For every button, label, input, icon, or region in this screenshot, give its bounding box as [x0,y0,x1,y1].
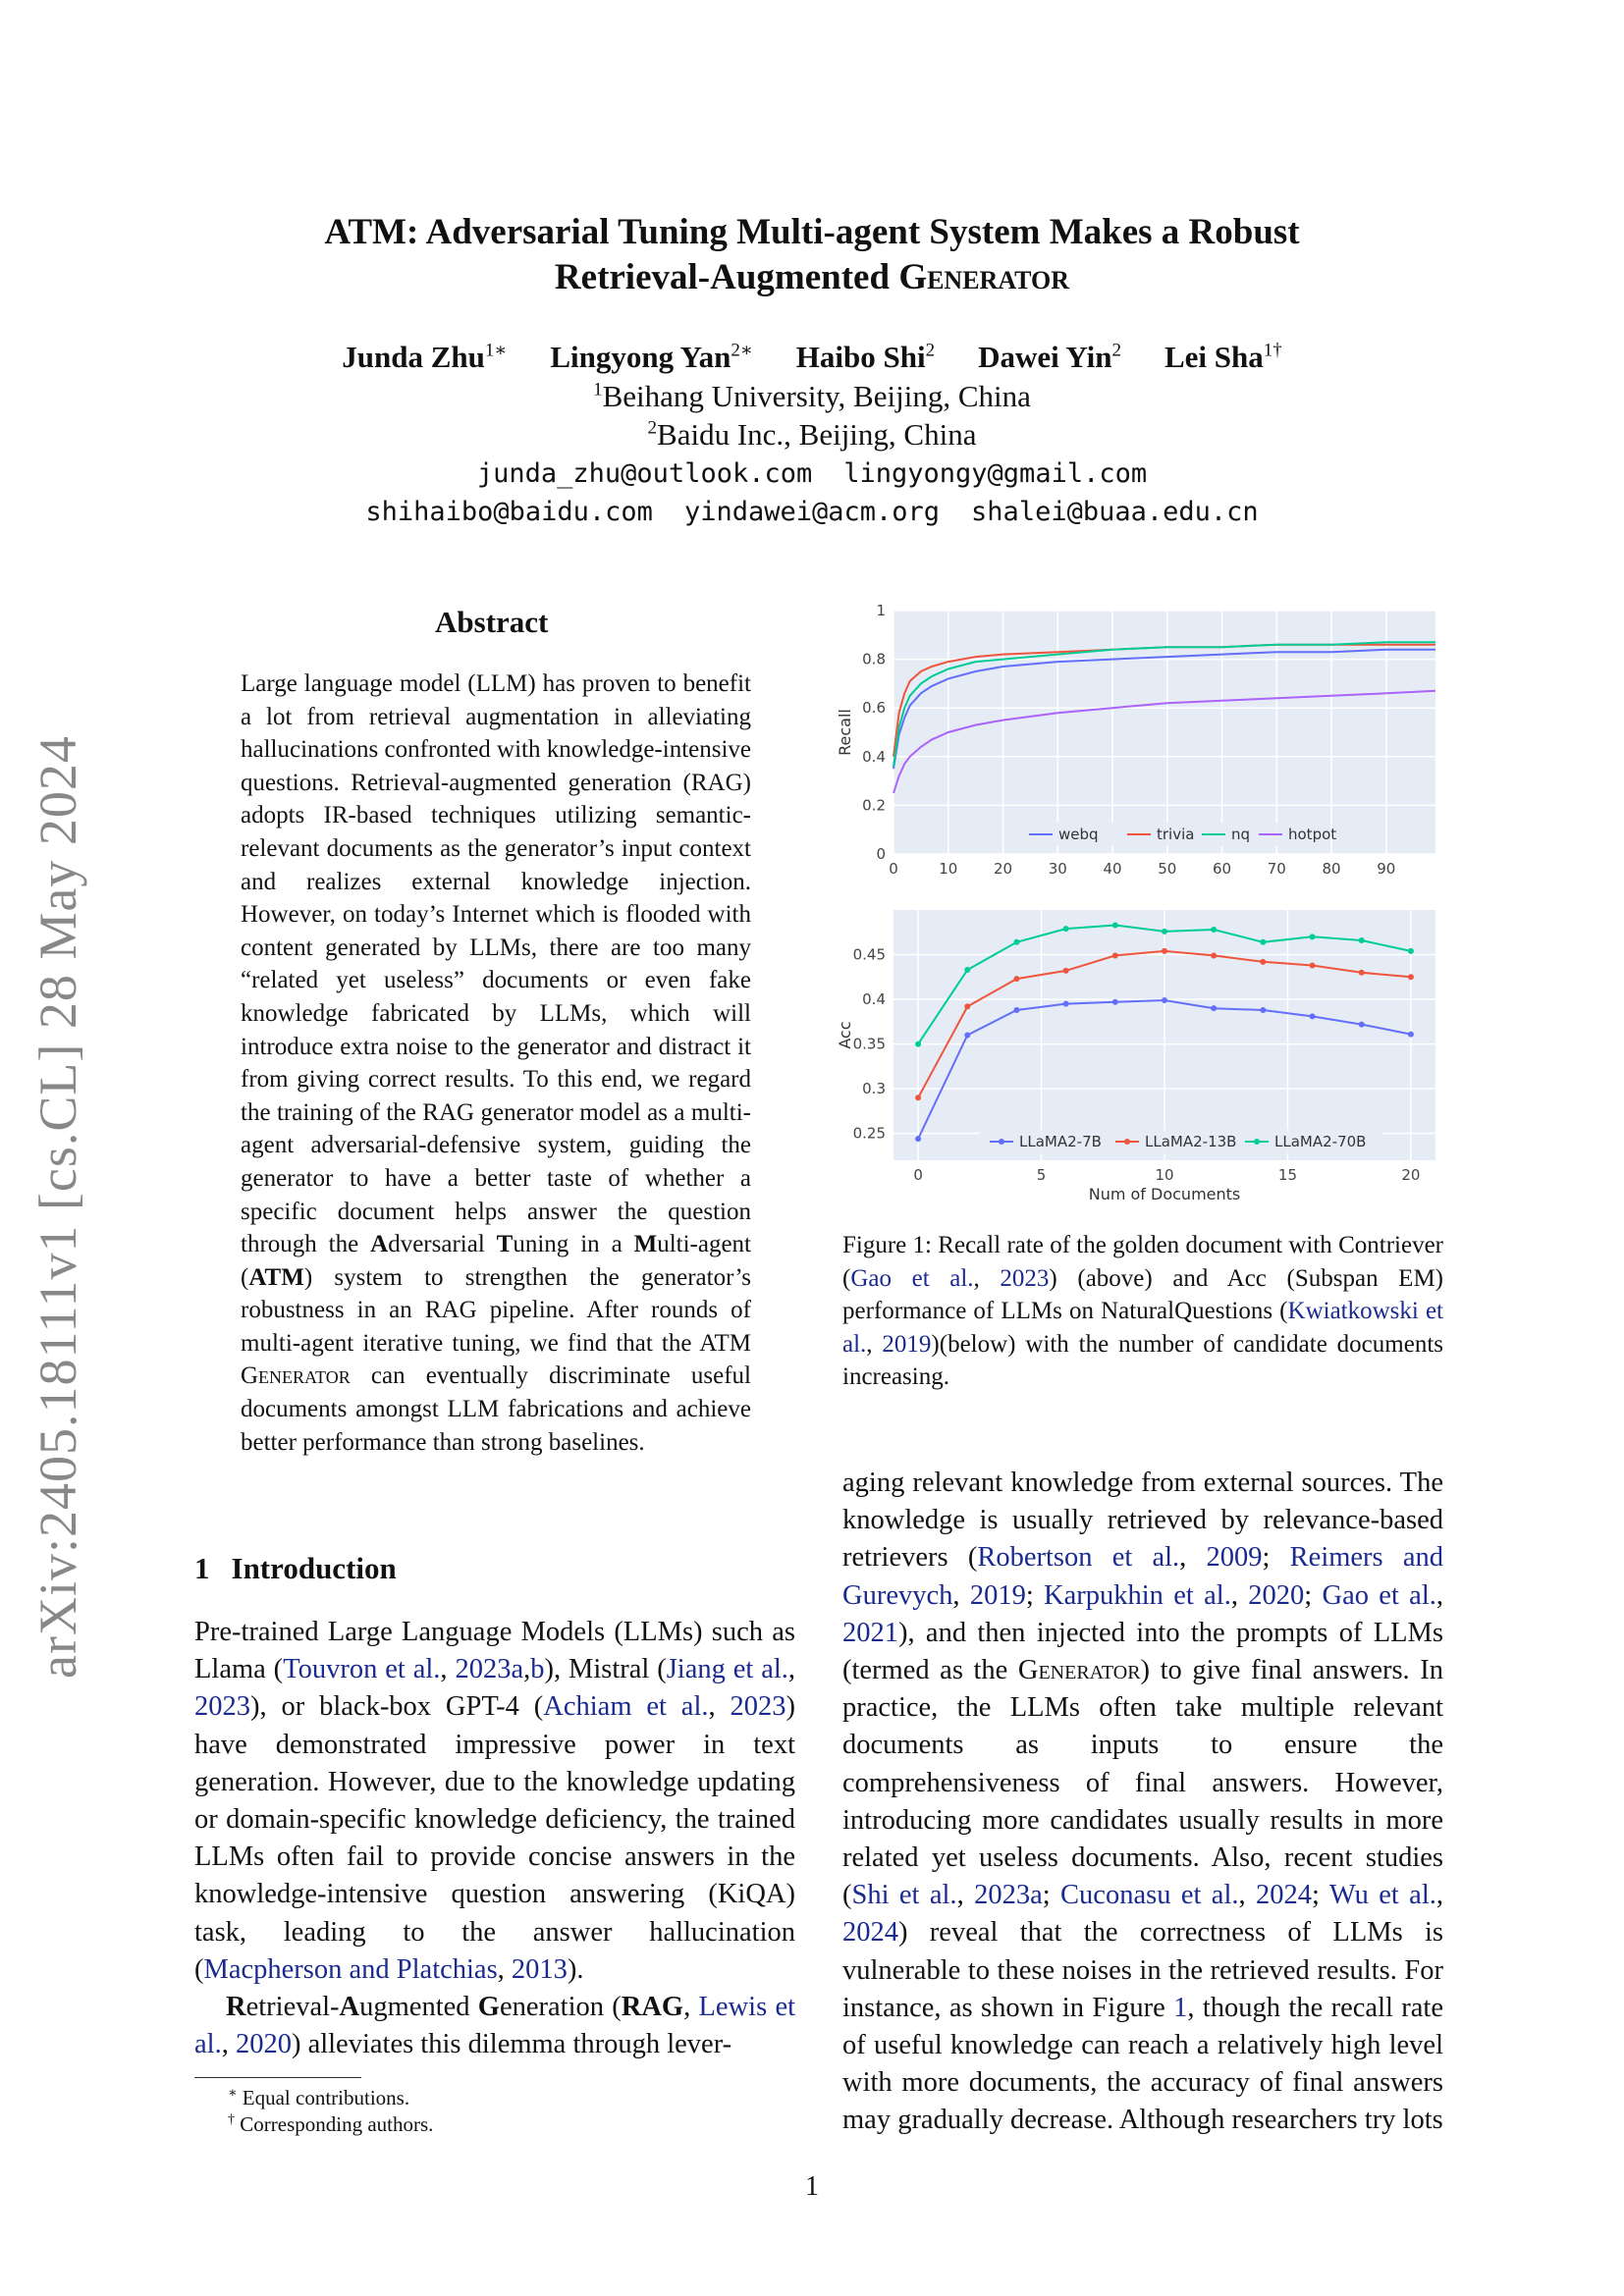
data-point-LLaMA2-13B [1260,959,1266,965]
body-text: , [952,1579,970,1611]
x-tick-label: 5 [1036,1166,1047,1184]
data-point-LLaMA2-7B [1260,1007,1266,1013]
x-tick-label: 0 [913,1166,923,1184]
title-line-2 [0,255,1624,300]
data-point-LLaMA2-13B [1162,948,1167,954]
footnote-text: Corresponding authors. [235,2112,434,2136]
data-point-LLaMA2-70B [915,1041,921,1047]
x-tick-label: 20 [993,860,1013,878]
figure-caption [842,1229,1443,1394]
y-tick-label: 0.6 [862,699,886,718]
recall-chart [833,597,1451,891]
citation-link[interactable]: Robertson et al. [977,1542,1180,1574]
data-point-LLaMA2-70B [1013,939,1019,945]
citation-link[interactable]: Jiang et al. [666,1654,788,1685]
body-text: , [1435,1579,1443,1611]
right-column-body [842,1465,1443,2140]
legend-marker-LLaMA2-7B [999,1139,1004,1145]
page-number: 1 [805,2171,819,2202]
data-point-LLaMA2-7B [1162,997,1167,1003]
x-tick-label: 80 [1322,860,1341,878]
x-tick-label: 10 [1155,1166,1174,1184]
body-text: ; [1312,1880,1329,1911]
data-point-LLaMA2-13B [1211,952,1217,958]
footnote-text: Equal contributions. [237,2086,410,2109]
data-point-LLaMA2-70B [1359,937,1365,943]
citation-link[interactable]: Touvron et al. [283,1654,441,1685]
citation-link[interactable]: 2021 [842,1617,898,1648]
body-text: eneration ( [499,1992,622,2023]
citation-link[interactable]: Kwiatkowski et al. [842,1298,1443,1358]
citation-link[interactable]: 2023 [1000,1264,1050,1292]
author-name [1164,340,1282,374]
body-text: , [1230,1579,1249,1611]
citation-link[interactable]: 2020 [235,2029,292,2060]
citation-link[interactable]: 2019 [882,1330,932,1358]
author-name-text: Haibo Shi [795,340,926,375]
body-text: , [866,1330,883,1358]
citation-link[interactable]: Gao et al. [1322,1579,1436,1611]
author-name-text: Junda Zhu [342,340,485,375]
arxiv-watermark: arXiv:2405.18111v1 [cs.CL] 28 May 2024 [28,735,87,1679]
x-tick-label: 0 [889,860,898,878]
body-text: , [1238,1880,1257,1911]
body-text: , [497,1953,512,1985]
data-point-LLaMA2-70B [1408,948,1414,954]
email-link[interactable]: lingyongy@gmail.com [843,458,1148,489]
author-name [978,340,1121,374]
x-tick-label: 60 [1212,860,1232,878]
y-axis-label: Recall [836,709,854,756]
abstract-text: Large language model (LLM) has proven to benefit a lot from retrieval augmentation in alleviating hallucinations confronted with knowledge-intensive questions. Retrieval-augmented generation (RAG) adopts IR-based techniques utilizing semantic-relevant documents as the generator’s input context and realizes external knowledge injection. However, on today’s Internet which is flooded with content generated by LLMs, there are too many “related yet useless” documents or even fake knowledge fabricated by LLMs, which will introduce extra noise to the generator and distract it from giving correct results. To this end, we regard the training of the RAG generator model as a multi-agent adversarial-defensive system, guiding the generator to have a better taste of whether a specific document helps answer the question through the [241,670,752,1258]
author-affiliation-mark: 2∗ [731,341,753,361]
y-tick-label: 0.3 [862,1080,886,1098]
email-link[interactable]: shalei@buaa.edu.cn [971,497,1259,527]
email-link[interactable]: yindawei@acm.org [683,497,941,527]
data-point-LLaMA2-13B [964,1003,970,1009]
paper-title [0,210,1624,300]
citation-link[interactable]: 2020 [1248,1579,1305,1611]
title-line-1: ATM: Adversarial Tuning Multi-agent System Makes a Robust [324,212,1300,252]
author-list [0,340,1624,375]
title-generator-smallcaps: Generator [898,257,1070,297]
footnote-mark: † [228,2112,235,2127]
affiliation-2 [0,417,1624,453]
citation-link[interactable]: 2023 [194,1691,250,1723]
citation-link[interactable]: 2023a [974,1880,1043,1911]
body-text: Pre-trained Large Language Models (LLMs) such as Llama ( [194,1617,795,1685]
citation-link[interactable]: 2024 [842,1917,898,1949]
abstract-text: ) system to strengthen the generator’s robustness in an RAG pipeline. After rounds of multi-agent iterative tuning, we find that the ATM [241,1263,751,1357]
affiliation-2-mark: 2 [647,417,658,439]
body-text: , [787,1654,796,1685]
footnote-2 [228,2112,433,2137]
introduction-body [194,1614,795,2063]
bold-text: RAG [621,1992,684,2023]
x-tick-label: 40 [1103,860,1122,878]
section-title: Introduction [231,1551,397,1585]
abstract-bold: ATM [248,1263,304,1291]
y-tick-label: 1 [876,602,886,619]
legend-entry: webq [1058,826,1099,843]
data-point-LLaMA2-70B [1112,922,1118,928]
data-point-LLaMA2-7B [1359,1022,1365,1028]
affiliation-1-mark: 1 [593,379,603,400]
body-text: etrieval- [245,1992,340,2023]
data-point-LLaMA2-7B [1063,1001,1069,1007]
abstract-bold: T [496,1231,514,1258]
x-tick-label: 50 [1158,860,1177,878]
legend-entry: LLaMA2-7B [1019,1133,1102,1150]
legend-entry: hotpot [1288,826,1337,843]
x-axis-label: Num of Documents [1088,1185,1241,1203]
email-link[interactable]: junda_zhu@outlook.com [476,458,813,489]
author-name-text: Dawei Yin [978,340,1112,375]
title-line-2-text: Retrieval-Augmented [554,257,899,297]
abstract-smallcaps: Generator [241,1362,351,1390]
y-axis-label: Acc [836,1021,854,1049]
data-point-LLaMA2-13B [1112,952,1118,958]
body-text: ; [1304,1579,1323,1611]
citation-link[interactable]: Wu et al. [1328,1880,1436,1911]
body-text: ), or black-box GPT-4 ( [250,1691,544,1723]
emails-line-2 [0,497,1624,527]
body-text: aging relevant knowledge from external sources. The knowledge is usually retrieved by relevance-based retrievers ( [842,1468,1443,1574]
data-point-LLaMA2-13B [1359,970,1365,976]
data-point-LLaMA2-7B [915,1136,921,1142]
citation-link[interactable]: 1 [1173,1992,1188,2023]
affiliation-1-text: Beihang University, Beijing, China [602,379,1031,413]
citation-link[interactable]: 2023a [455,1654,524,1685]
affiliation-2-text: Baidu Inc., Beijing, China [657,417,977,452]
citation-link[interactable]: Gao et al. [850,1264,974,1292]
body-text: , [1435,1880,1443,1911]
x-tick-label: 20 [1401,1166,1421,1184]
citation-link[interactable]: Lewis et al. [194,1992,796,2060]
section-number: 1 [194,1551,210,1585]
citation-link[interactable]: 2019 [969,1579,1026,1611]
body-text: ; [1042,1880,1061,1911]
data-point-LLaMA2-13B [1063,968,1069,974]
legend-entry: LLaMA2-13B [1145,1133,1237,1150]
body-text: ; [1025,1579,1045,1611]
abstract-text: uning in a [513,1231,634,1258]
citation-link[interactable]: Shi et al. [851,1880,957,1911]
intro-paragraph-2 [194,1989,795,2063]
affiliation-1 [0,379,1624,414]
author-name-text: Lingyong Yan [550,340,731,375]
footnote-mark: ∗ [228,2086,238,2101]
data-point-LLaMA2-70B [964,967,970,973]
data-point-LLaMA2-70B [1211,927,1217,933]
body-text: ) (above) and Acc (Subspan EM) performance of LLMs on NaturalQuestions ( [842,1264,1444,1325]
body-text: , [708,1691,731,1723]
body-text: ugmented [359,1992,478,2023]
data-point-LLaMA2-7B [1013,1007,1019,1013]
email-link[interactable]: shihaibo@baidu.com [365,497,653,527]
abstract-heading: Abstract [435,605,549,639]
data-point-LLaMA2-70B [1310,934,1316,939]
x-tick-label: 10 [939,860,958,878]
body-text: , [440,1654,456,1685]
bold-text: R [226,1992,246,2023]
footnote-1 [228,2085,409,2110]
y-tick-label: 0.25 [852,1124,886,1143]
author-name [796,340,935,374]
bold-text: A [339,1992,360,2023]
citation-link[interactable]: Reimers and Gurevych [842,1542,1443,1611]
y-tick-label: 0.2 [862,796,886,815]
abstract-text: dversarial [388,1231,497,1258]
body-text: ), and then injected into the prompts of LLMs (termed as the [842,1617,1443,1686]
body-text: , [683,1992,699,2023]
author-name [342,340,507,374]
abstract-bold: A [370,1231,389,1258]
data-point-LLaMA2-7B [1112,999,1118,1005]
body-text: ), Mistral ( [544,1654,667,1685]
author-name-text: Lei Sha [1164,340,1264,375]
data-point-LLaMA2-13B [1408,974,1414,980]
body-text: ) have demonstrated impressive power in text generation. However, due to the knowledge updating or domain-specific knowledge deficiency, the trained LLMs often fail to provide concise answers in the knowledge-intensive question answering (KiQA) task, leading to the answer hallucination ( [194,1691,795,1985]
data-point-LLaMA2-7B [964,1033,970,1039]
bold-text: G [477,1992,500,2023]
body-text: ) reveal that the correctness of LLMs is vulnerable to these noises in the retrieved results. For instance, as shown in Figure [842,1917,1443,2023]
data-point-LLaMA2-7B [1408,1032,1414,1038]
x-tick-label: 70 [1267,860,1286,878]
author-affiliation-mark: 1† [1263,341,1282,361]
author-name [550,340,752,374]
body-text: , [523,1654,531,1685]
footnote-rule [194,2077,361,2078]
data-point-LLaMA2-70B [1260,939,1266,945]
body-text: , though the recall rate of useful knowledge can reach a relatively high level with more documents, the accuracy of final answers may gradually decrease. Although researchers try lots [842,1992,1443,2136]
emails-line-1 [0,458,1624,489]
intro-paragraph-1 [194,1614,795,1989]
citation-link[interactable]: Macpherson and Platchias [203,1953,498,1985]
body-text: Figure 1: Recall rate of the golden document with Contriever ( [842,1232,1443,1292]
data-point-LLaMA2-70B [1063,926,1069,932]
abstract-text: can eventually discriminate useful documents amongst LLM fabrications and achieve better performance than strong baselines. [241,1362,751,1456]
y-tick-label: 0.4 [862,990,886,1009]
legend-marker-LLaMA2-70B [1254,1139,1260,1145]
data-point-LLaMA2-13B [915,1095,921,1100]
abstract-text: ulti-agent ( [241,1231,751,1291]
citation-link[interactable]: 2024 [1256,1880,1313,1911]
body-text: , [973,1264,1001,1292]
citation-link[interactable]: Karpukhin et al. [1044,1579,1231,1611]
citation-link[interactable]: 2013 [511,1953,568,1985]
data-point-LLaMA2-7B [1211,1005,1217,1011]
abstract-bold: M [633,1231,658,1258]
data-point-LLaMA2-70B [1162,929,1167,934]
body-text: , [1179,1542,1207,1574]
data-point-LLaMA2-7B [1310,1013,1316,1019]
x-tick-label: 90 [1377,860,1396,878]
citation-link[interactable]: 2009 [1206,1542,1263,1574]
legend-entry: nq [1231,826,1251,843]
author-affiliation-mark: 2 [925,341,936,361]
y-tick-label: 0 [876,845,886,863]
accuracy-chart [833,898,1451,1212]
x-tick-label: 30 [1048,860,1067,878]
y-tick-label: 0.45 [852,945,886,964]
body-text: , [221,2029,236,2060]
body-text: ). [567,1953,584,1985]
citation-link[interactable]: 2023 [730,1691,786,1723]
body-text: ; [1262,1542,1290,1574]
citation-link[interactable]: Cuconasu et al. [1060,1880,1239,1911]
citation-link[interactable]: Achiam et al. [543,1691,709,1723]
body-text: )(below) with the number of candidate documents increasing. [842,1330,1443,1391]
author-affiliation-mark: 1∗ [484,341,508,361]
legend-entry: LLaMA2-70B [1274,1133,1367,1150]
y-tick-label: 0.35 [852,1035,886,1053]
data-point-LLaMA2-13B [1013,976,1019,982]
citation-link[interactable]: b [530,1654,545,1685]
abstract-body [241,667,751,1459]
author-affiliation-mark: 2 [1111,341,1121,361]
x-tick-label: 15 [1277,1166,1298,1184]
smallcaps-text: Generator [1017,1655,1141,1686]
section-heading-introduction [194,1551,397,1586]
body-text: ) alleviates this dilemma through lever- [291,2029,732,2060]
legend-marker-LLaMA2-13B [1124,1139,1130,1145]
y-tick-label: 0.4 [862,747,886,766]
data-point-LLaMA2-13B [1310,962,1316,968]
y-tick-label: 0.8 [862,650,886,668]
body-text: , [956,1880,975,1911]
legend-entry: trivia [1157,826,1195,843]
body-text: ) to give final answers. In practice, the LLMs often take multiple relevant documents as inputs to ensure the comprehensiveness of final answers. However, introducing more candidates usually results in more related yet useless documents. Also, recent studies ( [842,1655,1443,1911]
